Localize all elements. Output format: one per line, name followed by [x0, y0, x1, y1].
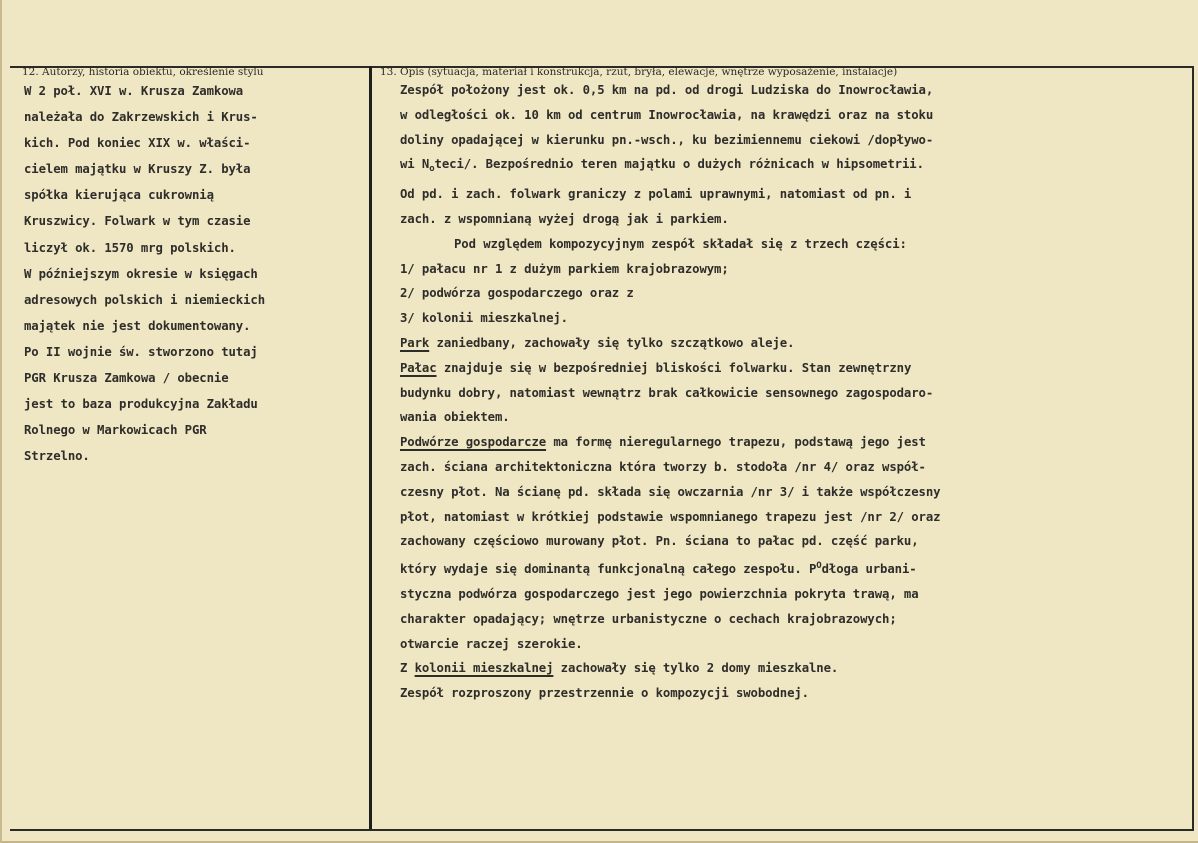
text-segment: Z	[400, 661, 415, 676]
description-line: Od pd. i zach. folwark graniczy z polami uprawnymi, natomiast od pn. i	[400, 187, 912, 202]
history-line: Strzelno.	[24, 449, 90, 464]
underlined-heading-farmyard: Podwórze gospodarcze	[400, 435, 547, 450]
text-segment: zachowały się tylko 2 domy mieszkalne.	[553, 661, 839, 676]
description-line: wania obiektem.	[400, 410, 510, 425]
text-segment: znajduje się w bezpośredniej bliskości folwarku. Stan zewnętrzny	[436, 360, 912, 375]
history-line: Rolnego w Markowicach PGR	[24, 423, 207, 438]
text-segment: wi N	[400, 157, 430, 172]
description-line	[400, 656, 1190, 681]
description-line: zach. z wspomnianą wyżej drogą jak i parkiem.	[400, 211, 729, 226]
field-12-label: 12. Autorzy, historia obiektu, określenie stylu	[22, 66, 264, 78]
text-segment: dłoga urbani-	[821, 562, 917, 577]
description-line	[400, 356, 1190, 381]
description-line: 1/ pałacu nr 1 z dużym parkiem krajobrazowym;	[400, 261, 729, 276]
history-line: adresowych polskich i niemieckich	[24, 292, 266, 307]
description-line: 2/ podwórza gospodarczego oraz z	[400, 286, 634, 301]
history-line: cielem majątku w Kruszy Z. była	[24, 162, 251, 177]
history-line: PGR Krusza Zamkowa / obecnie	[24, 371, 229, 386]
description-line: 3/ kolonii mieszkalnej.	[400, 311, 568, 326]
description-line	[400, 430, 1190, 455]
history-line: Po II wojnie św. stworzono tutaj	[24, 344, 258, 359]
description-line: otwarcie raczej szerokie.	[400, 636, 583, 651]
history-line: majątek nie jest dokumentowany.	[24, 318, 251, 333]
description-line: płot, natomiast w krótkiej podstawie wspomnianego trapezu jest /nr 2/ oraz	[400, 509, 941, 524]
history-line: spółka kierująca cukrownią	[24, 188, 214, 203]
description-line: doliny opadającej w kierunku pn.-wsch., ku bezimiennemu ciekowi /dopływo-	[400, 132, 934, 147]
history-line: jest to baza produkcyjna Zakładu	[24, 397, 258, 412]
field-13-description-text	[400, 78, 1190, 706]
underlined-heading-park: Park	[400, 335, 430, 350]
description-line: styczna podwórza gospodarczego jest jego powierzchnia pokryta trawą, ma	[400, 586, 919, 601]
right-rule	[1192, 66, 1194, 830]
text-segment: zaniedbany, zachowały się tylko szczątkowo aleje.	[429, 335, 795, 350]
history-line: W późniejszym okresie w księgach	[24, 266, 258, 281]
superscript-letter: O	[816, 561, 822, 572]
description-line	[400, 152, 1190, 182]
text-segment: który wydaje się dominantą funkcjonalną całego zespołu. P	[400, 562, 817, 577]
description-line: zachowany częściowo murowany płot. Pn. ściana to pałac pd. część parku,	[400, 534, 919, 549]
history-line: kich. Pod koniec XIX w. właści-	[24, 136, 251, 151]
description-line: Zespół położony jest ok. 0,5 km na pd. od drogi Ludziska do Inowrocławia,	[400, 83, 934, 97]
bottom-rule	[10, 829, 1194, 831]
description-line: Pod względem kompozycyjnym zespół składał się z trzech części:	[454, 236, 907, 251]
history-line: W 2 poł. XVI w. Krusza Zamkowa	[24, 84, 244, 98]
description-line	[400, 331, 1190, 356]
text-segment: teci/. Bezpośrednio teren majątku o dużych różnicach w hipsometrii.	[434, 157, 924, 172]
field-13-label: 13. Opis (sytuacja, materiał i konstrukcja, rzut, bryła, elewacje, wnętrze wyposażenie, instalacje)	[380, 66, 898, 78]
text-segment: ma formę nieregularnego trapezu, podstawą jego jest	[546, 435, 926, 450]
description-line: Zespół rozproszony przestrzennie o kompozycji swobodnej.	[400, 686, 809, 701]
history-line: należała do Zakrzewskich i Krus-	[24, 110, 258, 125]
history-line: liczył ok. 1570 mrg polskich.	[24, 240, 236, 255]
field-12-history-text	[24, 78, 370, 469]
description-line: w odległości ok. 10 km od centrum Inowrocławia, na krawędzi oraz na stoku	[400, 107, 934, 122]
description-line: zach. ściana architektoniczna która tworzy b. stodoła /nr 4/ oraz współ-	[400, 459, 926, 474]
subscript-letter: o	[429, 164, 435, 175]
description-line: budynku dobry, natomiast wewnątrz brak całkowicie sensownego zagospodaro-	[400, 385, 934, 400]
description-line: czesny płot. Na ścianę pd. składa się owczarnia /nr 3/ i także współczesny	[400, 484, 941, 499]
underlined-heading-colony: kolonii mieszkalnej	[414, 661, 554, 676]
underlined-heading-palace: Pałac	[400, 360, 437, 375]
description-line	[400, 554, 1190, 582]
description-line: charakter opadający; wnętrze urbanistyczne o cechach krajobrazowych;	[400, 611, 897, 626]
history-line: Kruszwicy. Folwark w tym czasie	[24, 214, 251, 229]
